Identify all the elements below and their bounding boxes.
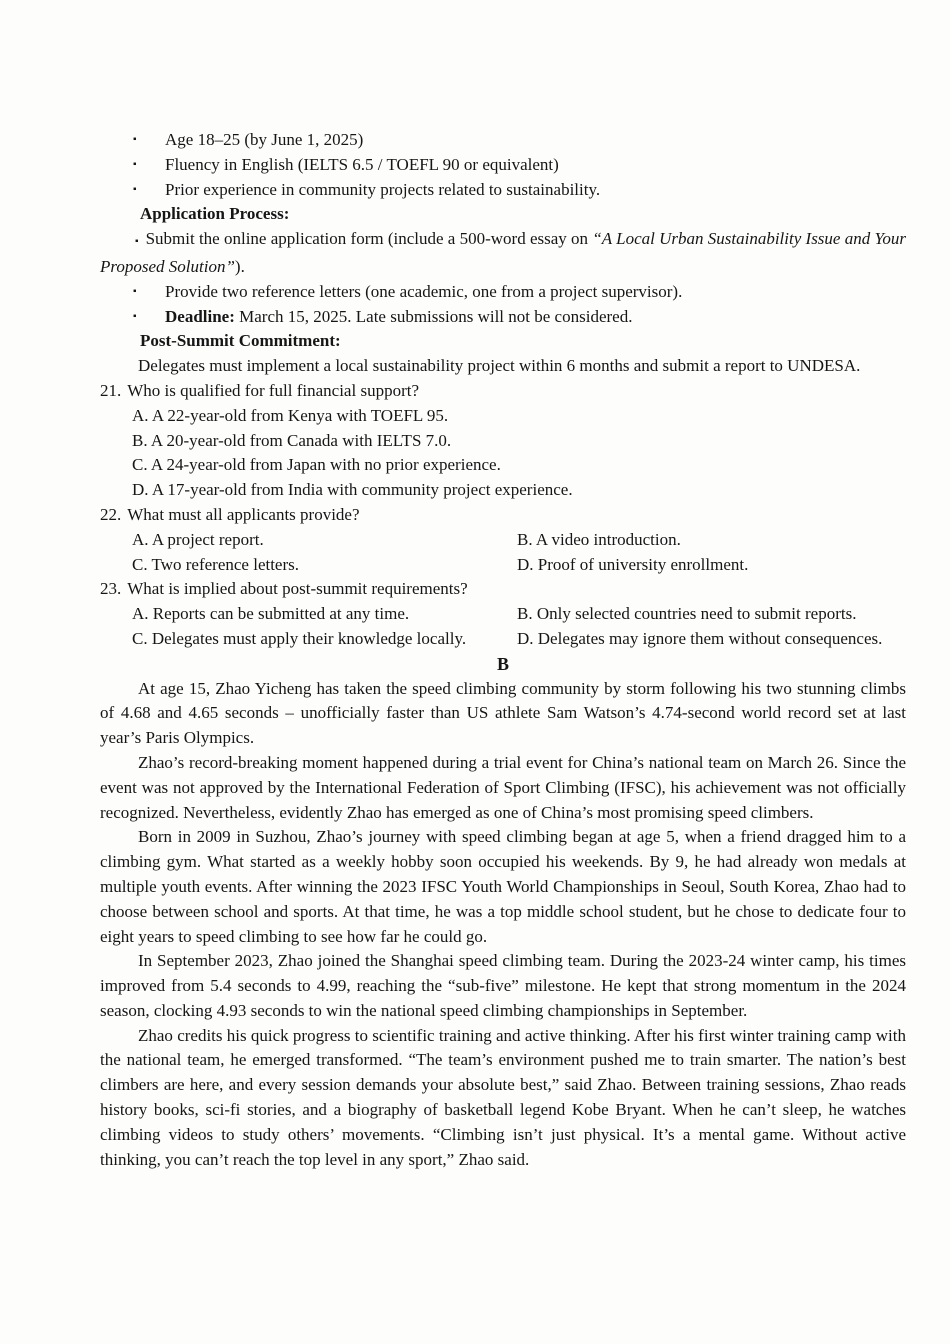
option-b: B. A 20-year-old from Canada with IELTS 7.0. (132, 430, 452, 450)
passage-paragraph: Born in 2009 in Suzhou, Zhao’s journey with speed climbing began at age 5, when a friend dragged him to a climbing gym. What started as a weekly hobby soon occupied his weekends. By 9, he had already won medals at multiple youth events. After winning the 2023 IFSC Youth World Championships in Seoul, South Korea, Zhao had to choose between school and sports. At that time, he was a top middle school student, but he chose to dedicate four to eight years to speed climbing to see how far he could go. (100, 827, 906, 946)
option-a: A. A 22-year-old from Kenya with TOEFL 95. (132, 405, 449, 425)
question-stem (100, 379, 906, 404)
submit-application-item (100, 227, 906, 280)
eligibility-bullet-text: Age 18–25 (by June 1, 2025) (165, 130, 364, 149)
bullet-icon: ▪ (133, 285, 137, 297)
list-item (100, 305, 906, 330)
option-c: C. Delegates must apply their knowledge locally. (132, 628, 467, 648)
question-text: What must all applicants provide? (127, 504, 360, 524)
passage-paragraph: Zhao credits his quick progress to scientific training and active thinking. After his first winter training camp with the national team, he emerged transformed. “The team’s environment pushed me to train smarter. The nation’s best climbers are here, and every session demands your absolute best,” said Zhao. Between training sessions, Zhao reads history books, sci-fi stories, and a biography of basketball legend Kobe Bryant. When he can’t sleep, he watches climbing videos to study others’ movements. “Climbing isn’t just physical. It’s a mental game. Without active thinking, you can’t reach the top level in any sport,” Zhao said. (100, 1025, 906, 1169)
question-stem (100, 577, 906, 602)
list-item (100, 128, 906, 153)
application-process-heading: Application Process: (140, 204, 290, 224)
options-row (132, 528, 906, 553)
section-b-header: B (496, 653, 509, 674)
reference-bullet-text: Provide two reference letters (one academic, one from a project supervisor). (165, 281, 683, 301)
bullet-icon: ▪ (135, 236, 139, 248)
question-21 (100, 379, 906, 503)
option-c: C. A 24-year-old from Japan with no prior experience. (132, 455, 501, 475)
options-row (132, 627, 906, 652)
option-b: B. A video introduction. (517, 529, 681, 549)
list-item (100, 178, 906, 203)
eligibility-bullet-text: Prior experience in community projects related to sustainability. (165, 179, 601, 199)
passage-paragraph: In September 2023, Zhao joined the Shanghai speed climbing team. During the 2023-24 winter camp, his times improved from 5.4 seconds to 4.99, reaching the “sub-five” milestone. He kept that strong momentum in the 2024 season, clocking 4.93 seconds to win the national speed climbing championships in September. (100, 951, 906, 1020)
passage-paragraph: Zhao’s record-breaking moment happened during a trial event for China’s national team on March 26. Since the event was not approved by the International Federation of Sport Climbing (IFSC), his achievement was not officially recognized. Nevertheless, evidently Zhao has emerged as one of China’s most promising speed climbers. (100, 752, 906, 822)
eligibility-bullet-text: Fluency in English (IELTS 6.5 / TOEFL 90 or equivalent) (165, 154, 559, 174)
option-c: C. Two reference letters. (132, 554, 300, 574)
bullet-icon: ▪ (133, 310, 137, 322)
bullet-icon: ▪ (133, 183, 137, 195)
question-number: 22. (100, 504, 122, 524)
option-a: A. Reports can be submitted at any time. (132, 604, 410, 624)
post-summit-paragraph: Delegates must implement a local sustainability project within 6 months and submit a report to UNDESA. (138, 356, 861, 376)
question-text: Who is qualified for full financial support? (127, 380, 419, 400)
option-b: B. Only selected countries need to submit reports. (517, 604, 857, 624)
question-stem (100, 503, 906, 528)
option-d: D. Proof of university enrollment. (517, 554, 749, 574)
submit-item-suffix: ). (234, 256, 245, 276)
question-number: 21. (100, 380, 122, 400)
question-23 (100, 577, 906, 651)
options-row (132, 553, 906, 578)
essay-title: “A Local Urban Sustainability Issue and Your Proposed Solution” (100, 229, 907, 276)
question-number: 23. (100, 579, 122, 599)
question-22 (100, 503, 906, 577)
deadline-text: March 15, 2025. Late submissions will not be considered. (234, 306, 633, 326)
document-content (100, 128, 906, 1172)
list-item (100, 153, 906, 178)
passage-paragraph: At age 15, Zhao Yicheng has taken the speed climbing community by storm following his two stunning climbs of 4.68 and 4.65 seconds – unofficially faster than US athlete Sam Watson’s 4.74-second world record set at last year’s Paris Olympics. (100, 678, 906, 748)
option-a: A. A project report. (132, 529, 264, 549)
list-item (100, 280, 906, 305)
post-summit-heading: Post-Summit Commitment: (140, 331, 341, 351)
options-row (132, 602, 906, 627)
option-d: D. A 17-year-old from India with community project experience. (132, 480, 573, 500)
option-d: D. Delegates may ignore them without consequences. (517, 628, 883, 648)
bullet-icon: ▪ (133, 134, 137, 145)
bullet-icon: ▪ (133, 158, 137, 170)
submit-item-text: Submit the online application form (include a 500-word essay on (145, 229, 593, 249)
question-text: What is implied about post-summit requirements? (127, 579, 468, 599)
deadline-label: Deadline: (165, 306, 235, 326)
